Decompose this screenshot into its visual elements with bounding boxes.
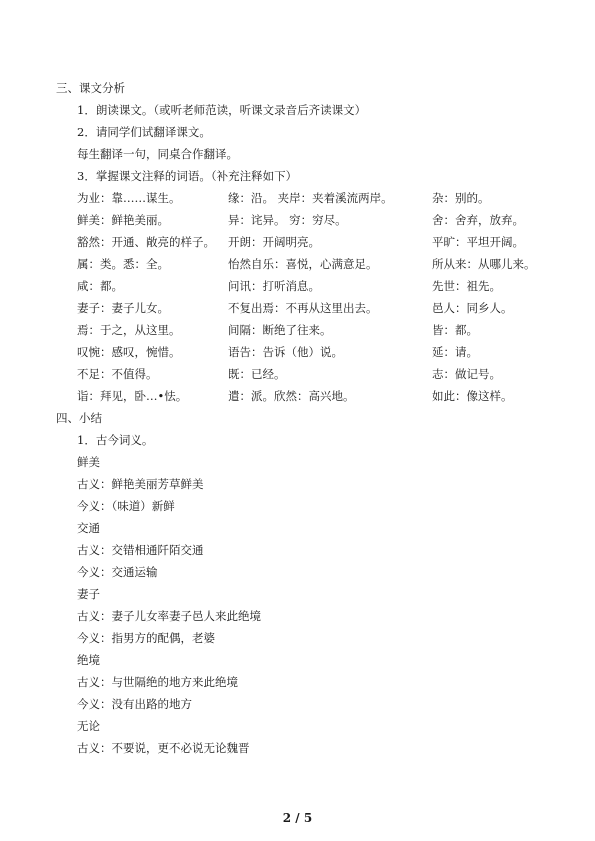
section3-item1: 1．朗读课文。（或听老师范读，听课文录音后齐读课文）: [77, 103, 367, 117]
glossary-entry: 豁然：开通、敞亮的样子。: [77, 235, 215, 249]
section4-heading: 四、小结: [56, 411, 102, 425]
term-heading: 妻子: [77, 587, 100, 601]
glossary-entry: 语告：告诉（他）说。: [228, 345, 343, 359]
glossary-entry: 咸：都。: [77, 279, 123, 293]
term-meaning: 今义：（味道）新鲜: [77, 499, 175, 513]
glossary-entry: 问讯：打听消息。: [228, 279, 320, 293]
glossary-entry: 鲜美：鲜艳美丽。: [77, 213, 169, 227]
glossary-entry: 先世：祖先。: [432, 279, 501, 293]
glossary-entry: 遣：派。欣然：高兴地。: [228, 389, 355, 403]
term-meaning: 今义：指男方的配偶，老婆: [77, 631, 215, 645]
term-meaning: 古义：与世隔绝的地方来此绝境: [77, 675, 238, 689]
glossary-entry: 既：已经。: [228, 367, 286, 381]
glossary-entry: 叹惋：感叹，惋惜。: [77, 345, 181, 359]
glossary-entry: 间隔：断绝了往来。: [228, 323, 332, 337]
glossary-entry: 不复出焉：不再从这里出去。: [228, 301, 378, 315]
term-heading: 无论: [77, 719, 100, 733]
term-meaning: 古义：妻子儿女率妻子邑人来此绝境: [77, 609, 261, 623]
section3-note: 每生翻译一句，同桌合作翻译。: [77, 147, 238, 161]
term-meaning: 今义：没有出路的地方: [77, 697, 192, 711]
page-number: 2 / 5: [282, 811, 313, 825]
glossary-entry: 妻子：妻子儿女。: [77, 301, 169, 315]
term-heading: 交通: [77, 521, 100, 535]
section4-item1: 1．古今词义。: [77, 433, 154, 447]
glossary-entry: 为业：靠……谋生。: [77, 191, 181, 205]
glossary-entry: 诣：拜见，卧…•怯。: [77, 389, 188, 403]
glossary-entry: 舍：舍弃，放弃。: [432, 213, 524, 227]
term-meaning: 古义：鲜艳美丽芳草鲜美: [77, 477, 204, 491]
glossary-entry: 缘：沿。 夹岸：夹着溪流两岸。: [228, 191, 393, 205]
glossary-entry: 杂：别的。: [432, 191, 490, 205]
section3-item2: 2．请同学们试翻译课文。: [77, 125, 211, 139]
section3-heading: 三、课文分析: [56, 81, 125, 95]
glossary-entry: 延：请。: [432, 345, 478, 359]
glossary-entry: 志：做记号。: [432, 367, 501, 381]
term-meaning: 古义：不要说，更不必说无论魏晋: [77, 741, 250, 755]
glossary-entry: 焉：于之，从这里。: [77, 323, 181, 337]
glossary-entry: 异：诧异。 穷：穷尽。: [228, 213, 347, 227]
term-heading: 绝境: [77, 653, 100, 667]
term-heading: 鲜美: [77, 455, 100, 469]
glossary-entry: 所从来：从哪儿来。: [432, 257, 536, 271]
glossary-entry: 邑人：同乡人。: [432, 301, 513, 315]
section3-item3: 3．掌握课文注释的词语。（补充注释如下）: [77, 169, 298, 183]
glossary-entry: 如此：像这样。: [432, 389, 513, 403]
glossary-entry: 属：类。悉：全。: [77, 257, 169, 271]
term-meaning: 古义：交错相通阡陌交通: [77, 543, 204, 557]
glossary-entry: 怡然自乐：喜悦，心满意足。: [228, 257, 378, 271]
term-meaning: 今义：交通运输: [77, 565, 158, 579]
glossary-entry: 开朗：开阔明亮。: [228, 235, 320, 249]
glossary-entry: 不足：不值得。: [77, 367, 158, 381]
glossary-entry: 平旷：平坦开阔。: [432, 235, 524, 249]
glossary-entry: 皆：都。: [432, 323, 478, 337]
